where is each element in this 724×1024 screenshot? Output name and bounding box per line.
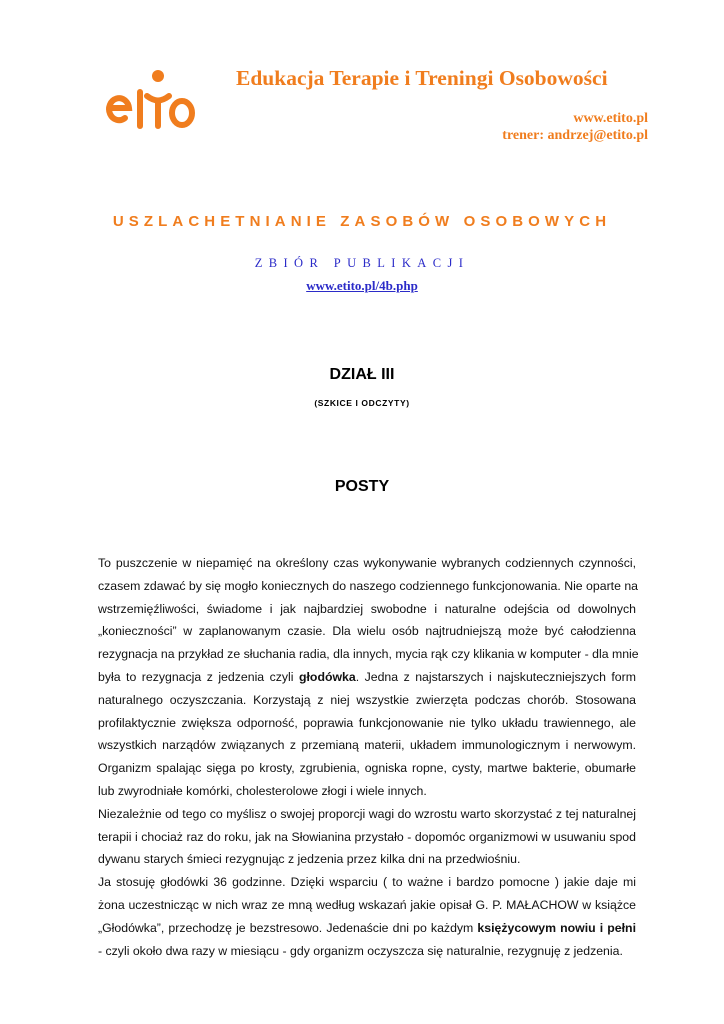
article-line	[98, 826, 636, 849]
article-body	[98, 552, 639, 962]
line-text: To puszczenie w niepamięć na określony czas wykonywanie wybranych codziennych czynności,	[98, 556, 636, 570]
section-title: DZIAŁ III	[329, 366, 395, 383]
line-text: Ja stosuję głodówki 36 godzinne. Dzięki wsparciu ( to ważne i bardzo pomocne ) jakie daje mi	[98, 875, 636, 890]
line-text: wstrzemięźliwości, świadome i jak najbardziej swobodne i naturalne odejścia od dowolnych	[98, 601, 636, 616]
article-line	[98, 734, 636, 757]
line-text: - czyli około dwa razy w miesiącu - gdy organizm oczyszcza się naturalnie, rezygnuję z jedzenia.	[98, 943, 623, 958]
line-text: Organizm spalając sięga po krosty, zgrubienia, ogniska ropne, cysty, martwe bakterie, obumarłe	[98, 761, 636, 776]
line-text: profilaktycznie zwiększa odporność, poprawia funkcjonowanie nie tylko układu trawiennego, ale	[98, 715, 636, 730]
line-text: . Jedna z najstarszych i najskuteczniejszych form	[355, 669, 636, 684]
line-text: naturalnego oczyszczania. Korzystają z niej wszystkie zwierzęta podczas chorób. Stosowana	[98, 692, 636, 707]
section-subtitle: (SZKICE I ODCZYTY)	[314, 398, 410, 408]
article-line	[98, 871, 636, 894]
article-line	[98, 780, 636, 803]
line-text: dywanu starych śmieci rezygnując z jedzenia przez kilka dni na przedwiośniu.	[98, 852, 521, 867]
article-line	[98, 940, 636, 963]
header-title: Edukacja Terapie i Treningi Osobowości	[236, 66, 608, 90]
collection-link[interactable]: www.etito.pl/4b.php	[306, 278, 418, 293]
collection-subtitle: ZBIÓR PUBLIKACJI	[254, 256, 470, 270]
article-line	[98, 757, 636, 780]
article-line	[98, 689, 636, 712]
line-text: rezygnacja na przykład ze słuchania radia, dla innych, mycia rąk czy klikania w komputer - dla mnie	[98, 647, 639, 662]
article-line	[98, 643, 639, 666]
etito-logo	[103, 62, 198, 132]
collection-title: USZLACHETNIANIE ZASOBÓW OSOBOWYCH	[112, 213, 612, 230]
line-text: czasem zdawać by się mogło koniecznych do naszego codziennego funkcjonowania. Nie oparte na	[98, 578, 639, 593]
line-text: lub zwyrodniałe komórki, cholesterolowe złogi i wiele innych.	[98, 783, 427, 798]
bold-text: księżycowym nowiu i pełni	[477, 920, 636, 935]
line-text: „konieczności” w zaplanowanym czasie. Dla wielu osób najtrudniejszą może być całodzienna	[98, 624, 636, 639]
header-website[interactable]: www.etito.pl	[573, 111, 648, 126]
article-line	[98, 666, 636, 689]
article-line	[98, 598, 636, 621]
line-text: żona uczestnicząc w nich wraz ze mną według wskazań jakie opisał G. P. MAŁACHOW w książce	[98, 897, 636, 912]
article-line	[98, 552, 636, 575]
article-line	[98, 575, 639, 598]
line-text: Niezależnie od tego co myślisz o swojej proporcji wagi do wzrostu warto skorzystać z tej naturalnej	[98, 806, 636, 821]
header-trainer-email[interactable]: trener: andrzej@etito.pl	[502, 128, 648, 143]
article-line	[98, 894, 636, 917]
bold-text: głodówka	[299, 669, 356, 684]
article-line	[98, 917, 636, 940]
article-line	[98, 848, 636, 871]
line-text: terapii i chociaż raz do roku, jak na Słowianina przystało - dopomóc organizmowi w usuwaniu spod	[98, 829, 636, 844]
line-text: „Głodówka”, przechodzę je bezstresowo. Jedenaście dni po każdym	[98, 920, 478, 935]
article-line	[98, 712, 636, 735]
article-title: POSTY	[334, 478, 390, 495]
article-line	[98, 803, 636, 826]
article-line	[98, 620, 636, 643]
line-text: była to rezygnacja z jedzenia czyli	[98, 669, 299, 684]
line-text: wszystkich narządów związanych z przemianą materii, układem immunologicznym i nerwowym.	[98, 738, 636, 753]
